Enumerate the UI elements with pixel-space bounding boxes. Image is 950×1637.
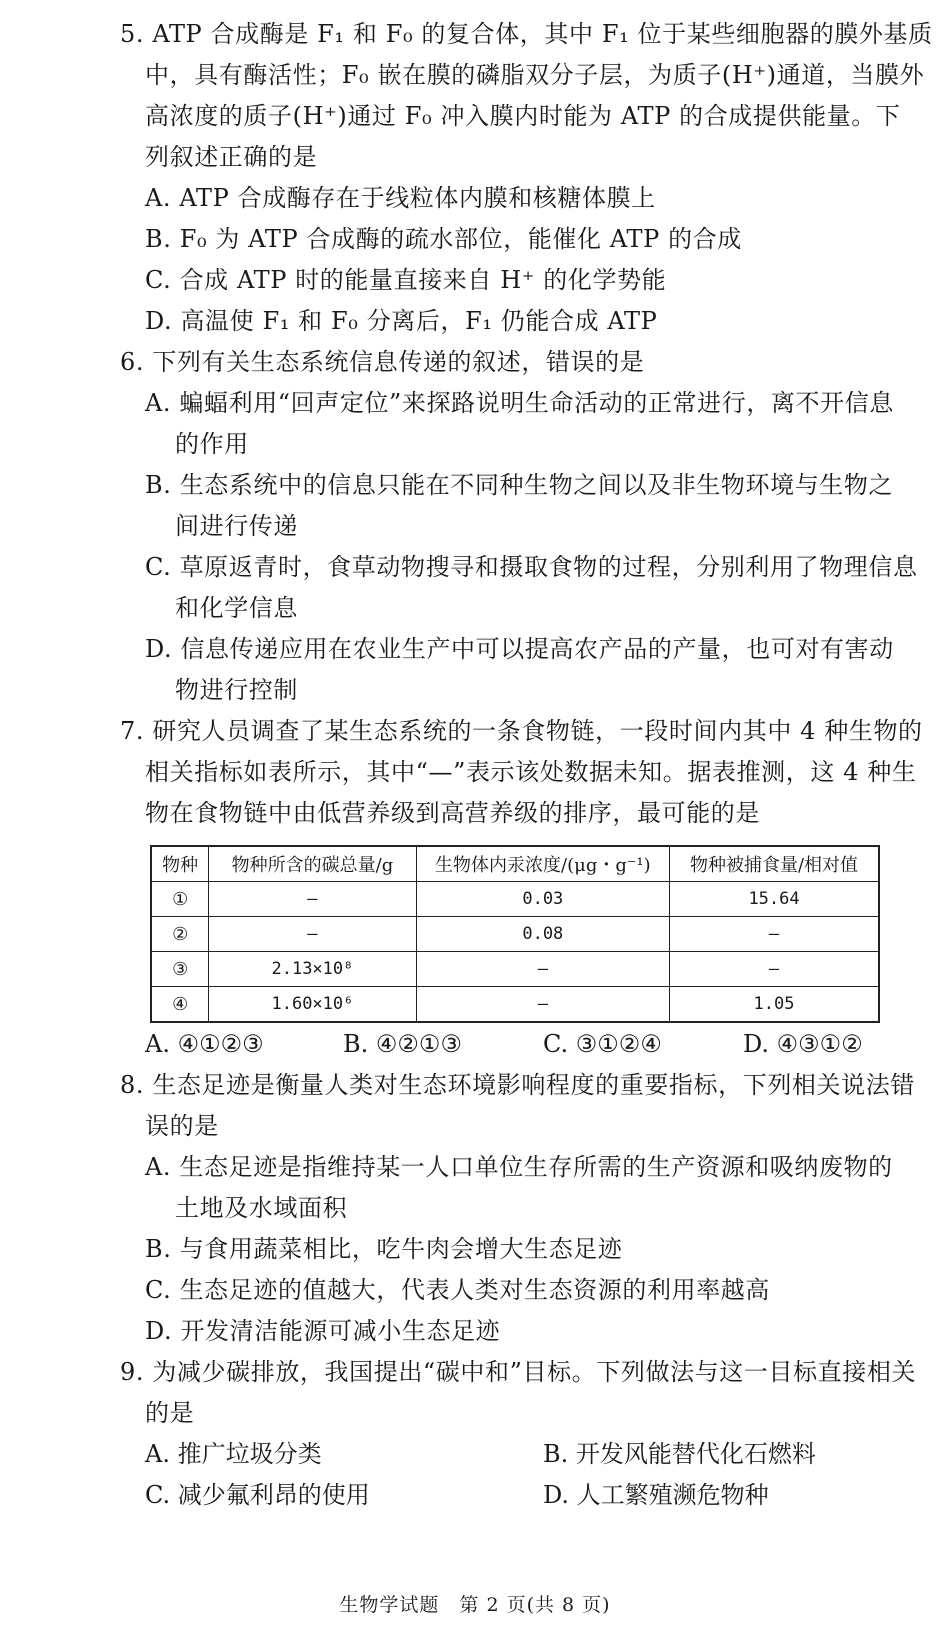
q9-stem-line-2: 的是 xyxy=(145,1399,195,1427)
q8-option-c: C. 生态足迹的值越大，代表人类对生态资源的利用率越高 xyxy=(145,1276,770,1304)
table-row xyxy=(151,882,879,917)
q6-option-d: D. 信息传递应用在农业生产中可以提高农产品的产量，也可对有害动 xyxy=(145,635,894,663)
q9-option-c: C. 减少氟利昂的使用 xyxy=(145,1481,370,1509)
table-cell: — xyxy=(209,917,416,952)
table-header-row xyxy=(151,846,879,882)
table-header: 生物体内汞浓度/(μg・g⁻¹) xyxy=(416,846,669,882)
q5-stem-line-4: 列叙述正确的是 xyxy=(145,143,318,171)
table-cell: — xyxy=(416,952,669,987)
table-cell: — xyxy=(209,882,416,917)
q7-option-d: D. ④③①② xyxy=(743,1030,863,1058)
table-cell: 1.60×10⁶ xyxy=(209,987,416,1023)
q6-option-b-cont: 间进行传递 xyxy=(175,512,298,540)
table-cell: — xyxy=(416,987,669,1023)
q5-option-a: A. ATP 合成酶存在于线粒体内膜和核糖体膜上 xyxy=(145,184,656,212)
q6-stem: 6. 下列有关生态系统信息传递的叙述，错误的是 xyxy=(120,348,645,376)
table-cell: — xyxy=(670,952,879,987)
q9-stem-line-1: 9. 为减少碳排放，我国提出“碳中和”目标。下列做法与这一目标直接相关 xyxy=(120,1358,917,1386)
q7-option-a: A. ④①②③ xyxy=(145,1030,264,1058)
table-row xyxy=(151,917,879,952)
q8-stem-line-1: 8. 生态足迹是衡量人类对生态环境影响程度的重要指标，下列相关说法错 xyxy=(120,1071,915,1099)
q5-stem-line-2: 中，具有酶活性；F₀ 嵌在膜的磷脂双分子层，为质子(H⁺)通道，当膜外 xyxy=(145,61,925,89)
table-cell: ① xyxy=(151,882,209,917)
q5-option-c: C. 合成 ATP 时的能量直接来自 H⁺ 的化学势能 xyxy=(145,266,667,294)
table-header: 物种 xyxy=(151,846,209,882)
q5-option-d: D. 高温使 F₁ 和 F₀ 分离后，F₁ 仍能合成 ATP xyxy=(145,307,658,335)
q5-stem-line-3: 高浓度的质子(H⁺)通过 F₀ 冲入膜内时能为 ATP 的合成提供能量。下 xyxy=(145,102,901,130)
table-cell: — xyxy=(670,917,879,952)
table-cell: 0.08 xyxy=(416,917,669,952)
q8-stem-line-2: 误的是 xyxy=(145,1112,219,1140)
q8-option-a: A. 生态足迹是指维持某一人口单位生存所需的生产资源和吸纳废物的 xyxy=(145,1153,893,1181)
q6-option-b: B. 生态系统中的信息只能在不同种生物之间以及非生物环境与生物之 xyxy=(145,471,894,499)
q5-stem-line-1: 5. ATP 合成酶是 F₁ 和 F₀ 的复合体，其中 F₁ 位于某些细胞器的膜外基质 xyxy=(120,20,933,48)
q7-option-b: B. ④②①③ xyxy=(343,1030,462,1058)
table-cell: 0.03 xyxy=(416,882,669,917)
q6-option-c-cont: 和化学信息 xyxy=(175,594,298,622)
table-row xyxy=(151,987,879,1023)
q9-option-a: A. 推广垃圾分类 xyxy=(145,1440,322,1468)
table-header: 物种所含的碳总量/g xyxy=(209,846,416,882)
table-cell: ② xyxy=(151,917,209,952)
q7-stem-line-3: 物在食物链中由低营养级到高营养级的排序，最可能的是 xyxy=(145,799,760,827)
q7-stem-line-2: 相关指标如表所示，其中“—”表示该处数据未知。据表推测，这 4 种生 xyxy=(145,758,917,786)
table-cell: 15.64 xyxy=(670,882,879,917)
q9-option-d: D. 人工繁殖濒危物种 xyxy=(543,1481,769,1509)
table-header: 物种被捕食量/相对值 xyxy=(670,846,879,882)
table-cell: 1.05 xyxy=(670,987,879,1023)
q6-option-c: C. 草原返青时，食草动物搜寻和摄取食物的过程，分别利用了物理信息 xyxy=(145,553,918,581)
table-cell: ③ xyxy=(151,952,209,987)
q5-option-b: B. F₀ 为 ATP 合成酶的疏水部位，能催化 ATP 的合成 xyxy=(145,225,742,253)
q6-option-a-cont: 的作用 xyxy=(175,430,249,458)
table-row xyxy=(151,952,879,987)
q6-option-a: A. 蝙蝠利用“回声定位”来探路说明生命活动的正常进行，离不开信息 xyxy=(145,389,894,417)
q7-stem-line-1: 7. 研究人员调查了某生态系统的一条食物链，一段时间内其中 4 种生物的 xyxy=(120,717,923,745)
q6-option-d-cont: 物进行控制 xyxy=(175,676,298,704)
q9-option-b: B. 开发风能替代化石燃料 xyxy=(543,1440,816,1468)
page-footer: 生物学试题 第 2 页(共 8 页) xyxy=(339,1594,611,1616)
table-cell: 2.13×10⁸ xyxy=(209,952,416,987)
q7-data-table xyxy=(150,845,880,1023)
q8-option-b: B. 与食用蔬菜相比，吃牛肉会增大生态足迹 xyxy=(145,1235,623,1263)
q7-option-c: C. ③①②④ xyxy=(543,1030,662,1058)
q8-option-d: D. 开发清洁能源可减小生态足迹 xyxy=(145,1317,501,1345)
q8-option-a-cont: 土地及水域面积 xyxy=(175,1194,348,1222)
table-cell: ④ xyxy=(151,987,209,1023)
